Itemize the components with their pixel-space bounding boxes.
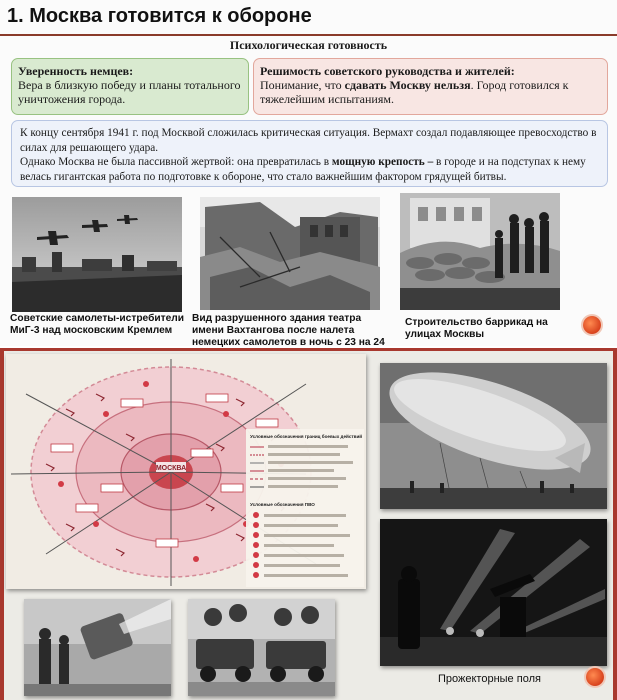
germans-box	[11, 58, 249, 115]
soviets-box	[253, 58, 608, 115]
caption-photo1: Советские самолеты-истребители МиГ-3 над московским Кремлем	[10, 313, 185, 336]
slide-marker-icon-2	[586, 668, 604, 686]
slide-marker-icon	[583, 316, 601, 334]
map-city-label: МОСКВА	[155, 465, 187, 472]
slide-bottom-canvas	[4, 351, 613, 700]
photo-barricades	[400, 193, 560, 310]
situation-line2-end: в городе и на подступах к нему велась гигантская работа по подготовке к обороне, что стало важнейшим фактором грядущей битвы.	[20, 156, 586, 183]
situation-line2-start: Однако Москва не была пассивной жертвой: она превратилась в	[20, 156, 332, 168]
page-title: 1. Москва готовится к обороне	[7, 5, 312, 27]
title-divider	[0, 34, 617, 36]
slide-bottom	[0, 348, 617, 700]
section-subtitle: Психологическая готовность	[229, 38, 388, 52]
soviets-text-emphasis: сдавать Москву нельзя	[344, 78, 471, 92]
caption-photo3: Строительство баррикад на улицах Москвы	[405, 317, 548, 340]
situation-box	[11, 120, 608, 187]
caption-photo2: Вид разрушенного здания театра имени Вахтангова после налета немецких самолетов в ночь с 23 на 24	[192, 313, 385, 348]
map-legend-title: Условные обозначения границ боевых действий	[250, 434, 363, 439]
soviets-text-start: Понимание, что	[260, 78, 345, 92]
map-legend2-title: Условные обозначения ПВО	[250, 502, 315, 507]
photo-mig3-kremlin	[12, 197, 182, 312]
soviets-heading: Решимость советского руководства и жителей:	[260, 64, 515, 78]
situation-line2-emphasis: мощную крепость –	[331, 156, 434, 168]
photo-sound-detectors	[188, 599, 335, 696]
photo-searchlight-crew	[24, 599, 171, 696]
soviets-text	[260, 78, 601, 106]
situation-line1: К концу сентября 1941 г. под Москвой сложилась критическая ситуация. Вермахт создал подавляющее превосходство в силах для решающего удара.	[20, 127, 597, 154]
air-defence-map	[6, 354, 366, 589]
germans-text: Вера в близкую победу и планы тотального уничтожения города.	[18, 78, 241, 106]
photo-searchlights	[380, 519, 607, 666]
photo-barrage-balloon	[380, 363, 607, 509]
soviets-text-end: . Город готовился к тяжелейшим испытаниям.	[260, 78, 569, 106]
caption-searchlights: Прожекторные поля	[438, 673, 541, 685]
slide-top	[0, 0, 617, 346]
situation-line2	[20, 155, 599, 184]
photo-vakhtangov-theatre	[200, 197, 380, 310]
germans-heading: Уверенность немцев:	[18, 64, 134, 78]
